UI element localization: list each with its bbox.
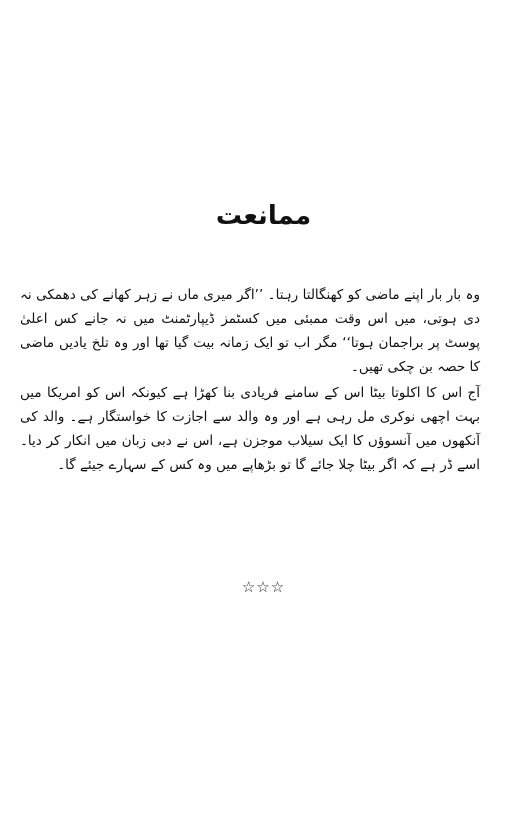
paragraph-1: وہ بار بار اپنے ماضی کو کھنگالتا رہتا۔ ’’اگر میری ماں نے زہر کھانے کی دھمکی نہ دی ہوتی، میں اس وقت ممبئی میں کسٹمز ڈیپارٹمنٹ میں نہ جانے کس اعلیٰ پوسٹ پر براجمان ہوتا‘‘ مگر اب تو ایک زمانہ بیت گیا تھا اور وہ تلخ یادیں ماضی کا حصہ بن چکی تھیں۔ [20, 287, 480, 375]
section-separator-stars: ☆☆☆ [241, 578, 286, 596]
story-title: ممانعت [215, 201, 312, 231]
story-body [20, 283, 480, 477]
paragraph-2: آج اس کا اکلوتا بیٹا اس کے سامنے فریادی بنا کھڑا ہے کیونکہ اس کو امریکا میں بہت اچھی نوکری مل رہی ہے اور وہ والد سے اجازت کا خواستگار ہے۔ والد کی آنکھوں میں آنسوؤں کا ایک سیلاب موجزن ہے، اس نے دبی زبان میں انکار کر دیا۔ اسے ڈر ہے کہ اگر بیٹا چلا جائے گا تو بڑھاپے میں وہ کس کے سہارے جیئے گا۔ [20, 385, 480, 473]
